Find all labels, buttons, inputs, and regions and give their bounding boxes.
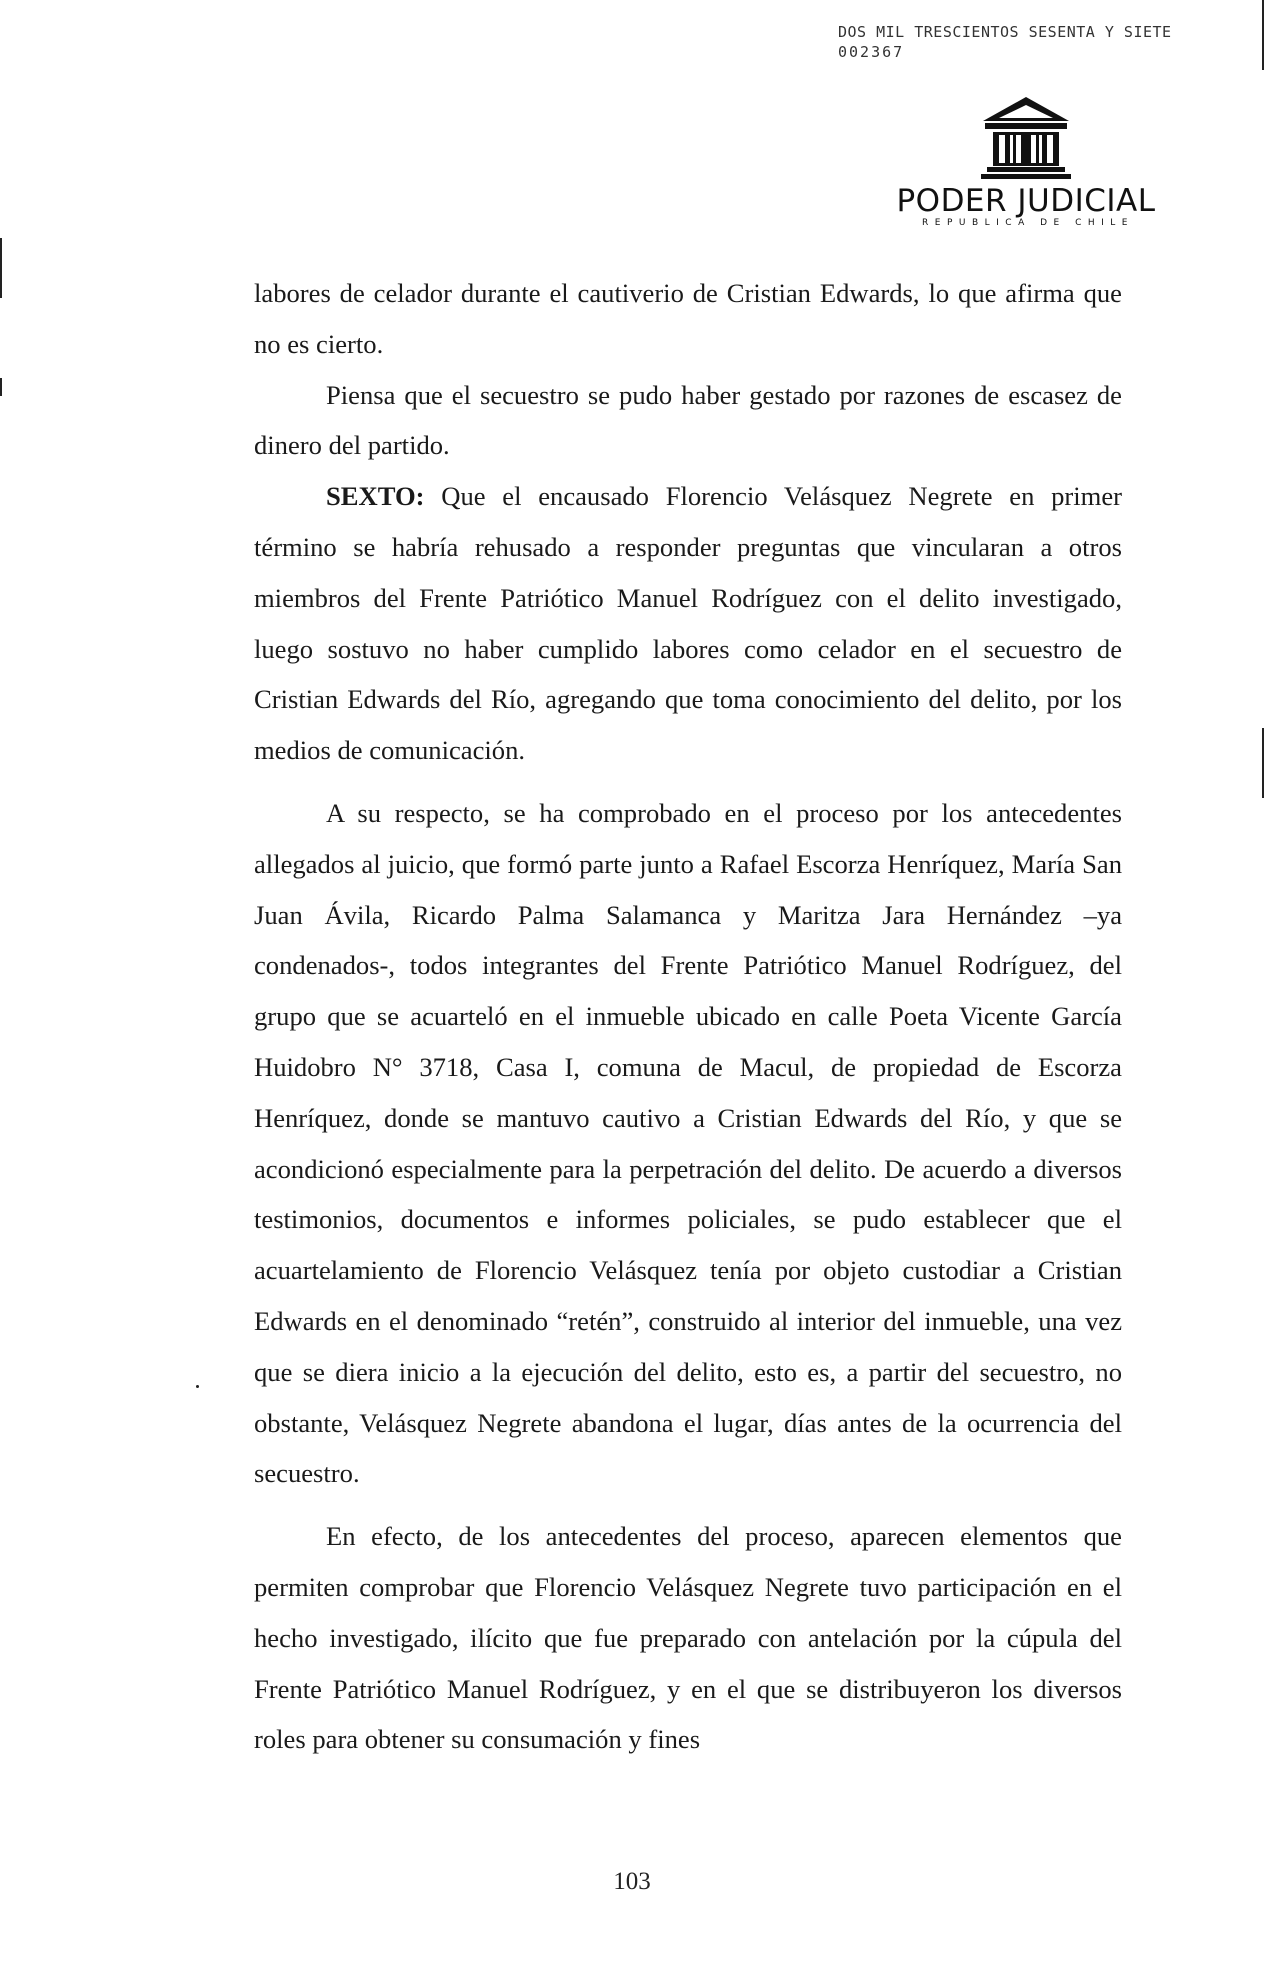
- paragraph-3-text: Que el encausado Florencio Velásquez Negrete en primer término se habría rehusado a responder preguntas que vincularan a otros miembros del Frente Patriótico Manuel Rodríguez con el delito investigado, luego sostuvo no haber cumplido labores como celador en el secuestro de Cristian Edwards del Río, agregando que toma conocimiento del delito, por los medios de comunicación.: [254, 481, 1122, 766]
- paragraph-1: labores de celador durante el cautiverio de Cristian Edwards, lo que afirma que no es cierto.: [254, 278, 1122, 359]
- institution-name: PODER JUDICIAL: [896, 183, 1156, 219]
- section-heading: SEXTO:: [326, 481, 425, 512]
- institution-logo: [876, 95, 1211, 235]
- scan-edge-mark: [0, 378, 2, 396]
- paragraph-2: Piensa que el secuestro se pudo haber gestado por razones de escasez de dinero del partido.: [254, 379, 1122, 461]
- stamp-text: DOS MIL TRESCIENTOS SESENTA Y SIETE: [838, 23, 1172, 41]
- folio-number: 002367: [838, 43, 905, 61]
- institution-country: REPUBLICA DE CHILE: [922, 218, 1134, 228]
- paragraph-5: En efecto, de los antecedentes del proceso, aparecen elementos que permiten comprobar que Florencio Velásquez Negrete tuvo participación en el hecho investigado, ilícito que fue preparado con antelación por la cúpula del Frente Patriótico Manuel Rodríguez, y en el que se distribuyeron los diversos roles para obtener su consumación y fines: [254, 1521, 1122, 1755]
- document-body: [254, 268, 1122, 1765]
- page-number: 103: [613, 1868, 651, 1895]
- paragraph-3: [254, 471, 1122, 776]
- courthouse-icon: [971, 95, 1081, 183]
- notary-stamp: [838, 22, 1172, 62]
- paragraph-4: A su respecto, se ha comprobado en el proceso por los antecedentes allegados al juicio, que formó parte junto a Rafael Escorza Henríquez, María San Juan Ávila, Ricardo Palma Salamanca y Maritza Jara Hernández –ya condenados-, todos integrantes del Frente Patriótico Manuel Rodríguez, del grupo que se acuarteló en el inmueble ubicado en calle Poeta Vicente García Huidobro N° 3718, Casa I, comuna de Macul, de propiedad de Escorza Henríquez, donde se mantuvo cautivo a Cristian Edwards del Río, y que se acondicionó especialmente para la perpetración del delito. De acuerdo a diversos testimonios, documentos e informes policiales, se pudo establecer que el acuartelamiento de Florencio Velásquez tenía por objeto custodiar a Cristian Edwards en el denominado “retén”, construido al interior del inmueble, una vez que se diera inicio a la ejecución del delito, esto es, a partir del secuestro, no obstante, Velásquez Negrete abandona el lugar, días antes de la ocurrencia del secuestro.: [254, 797, 1122, 1489]
- scan-edge-mark: [0, 238, 2, 298]
- scan-speck: [196, 1385, 199, 1388]
